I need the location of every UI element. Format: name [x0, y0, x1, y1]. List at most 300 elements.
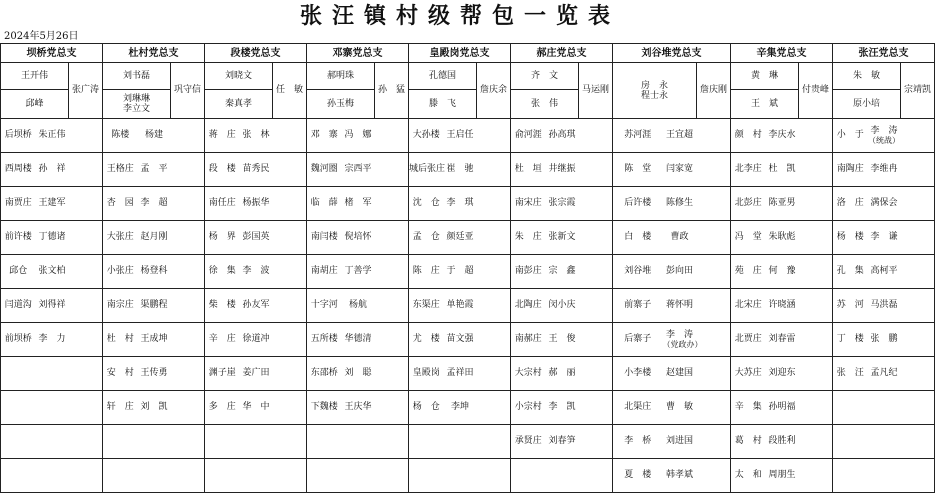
village-contact [663, 187, 697, 221]
branch-side-contact-text: 马运刚 [582, 85, 610, 95]
village-contact-text: 杜 凯 [768, 164, 796, 174]
spacer-cell [799, 187, 833, 221]
village-name [205, 153, 240, 187]
spacer-cell [901, 153, 935, 187]
village-contact [546, 255, 579, 289]
village-contact [36, 119, 69, 153]
village-contact [444, 187, 477, 221]
village-name [409, 357, 444, 391]
village-name-text: 北宋庄 [734, 300, 762, 310]
village-contact-text: 张文柏 [38, 266, 66, 276]
spacer-cell [697, 357, 731, 391]
village-contact-text: 崔 驰 [446, 164, 474, 174]
village-contact [138, 255, 171, 289]
village-contact-text: 刘进国 [666, 436, 694, 446]
village-name-text: 辛 庄 [208, 334, 236, 344]
spacer-cell [477, 425, 511, 459]
village-contact [240, 119, 273, 153]
village-contact [868, 255, 901, 289]
branch-side-contact [375, 63, 409, 119]
village-name [511, 459, 546, 493]
village-name [205, 425, 240, 459]
spacer-cell [375, 255, 409, 289]
village-contact [342, 459, 375, 493]
leader-line: 刘琳琳 [122, 94, 150, 104]
village-contact-text: 蒋怀明 [666, 300, 694, 310]
branch-leader-top [409, 63, 477, 90]
spacer-cell [697, 221, 731, 255]
branch-header [409, 44, 511, 63]
village-contact-text: 孟凡纪 [870, 368, 898, 378]
village-name-text: 苏河涯 [624, 130, 652, 140]
village-name [307, 459, 342, 493]
village-contact-text: 于 超 [446, 266, 474, 276]
village-contact [546, 323, 579, 357]
village-contact [546, 221, 579, 255]
leader-line: 秦真孝 [224, 99, 252, 109]
branch-side-contact [477, 63, 511, 119]
village-name-text: 刘谷堆 [624, 266, 652, 276]
village-name [103, 221, 138, 255]
spacer-cell [375, 357, 409, 391]
village-name [511, 425, 546, 459]
spacer-cell [477, 221, 511, 255]
spacer-cell [477, 289, 511, 323]
spacer-cell [69, 357, 103, 391]
village-name [307, 289, 342, 323]
village-contact [444, 289, 477, 323]
spacer-cell [799, 153, 833, 187]
village-name [103, 187, 138, 221]
spacer-cell [477, 391, 511, 425]
branch-leader-top [833, 63, 901, 90]
branch-side-contact [799, 63, 833, 119]
spacer-cell [477, 153, 511, 187]
spacer-cell [579, 357, 613, 391]
spacer-cell [171, 391, 205, 425]
village-contact-line: 李 涛 [666, 329, 694, 340]
branch-header [731, 44, 833, 63]
branch-leader-bottom [205, 90, 273, 119]
village-name-text: 孟 仓 [412, 232, 440, 242]
village-name [511, 221, 546, 255]
village-name-text: 安 村 [106, 368, 134, 378]
village-contact-text: 孟 平 [140, 164, 168, 174]
village-contact-text: 李 凯 [548, 402, 576, 412]
leader-line: 孙玉梅 [326, 99, 354, 109]
village-name [731, 221, 766, 255]
spacer-cell [273, 459, 307, 493]
leader-line: 李立文 [122, 104, 150, 114]
village-name-text: 前寨子 [624, 300, 652, 310]
village-contact [868, 153, 901, 187]
spacer-cell [273, 255, 307, 289]
village-contact [240, 357, 273, 391]
village-name [1, 391, 36, 425]
branch-leaders [613, 63, 697, 119]
spacer-cell [375, 221, 409, 255]
spacer-cell [901, 323, 935, 357]
village-contact-text: 井继振 [548, 164, 576, 174]
village-contact [36, 425, 69, 459]
spacer-cell [273, 425, 307, 459]
spacer-cell [697, 255, 731, 289]
village-contact-text: 彭国英 [242, 232, 270, 242]
spacer-cell [375, 119, 409, 153]
village-name [205, 187, 240, 221]
village-name-text: 东渠庄 [412, 300, 440, 310]
village-contact-text: 苗文强 [446, 334, 474, 344]
village-name-text: 北李庄 [734, 164, 762, 174]
village-contact [240, 391, 273, 425]
village-name [511, 119, 546, 153]
branch-header-text: 皇殿岗党总支 [429, 47, 490, 59]
village-name-text: 后许楼 [624, 198, 652, 208]
village-name [511, 391, 546, 425]
branch-side-contact [171, 63, 205, 119]
spacer-cell [697, 425, 731, 459]
branch-header-text: 杜村党总支 [128, 47, 179, 59]
village-name [103, 119, 138, 153]
village-name [1, 357, 36, 391]
village-contact-text: 李 波 [242, 266, 270, 276]
village-name [409, 323, 444, 357]
spacer-cell [901, 357, 935, 391]
village-contact-text: 单艳霞 [446, 300, 474, 310]
village-name-text: 大张庄 [106, 232, 134, 242]
village-name [731, 255, 766, 289]
village-contact-text: 刘春笋 [548, 436, 576, 446]
village-contact [444, 459, 477, 493]
village-contact [36, 255, 69, 289]
village-name-text: 杨 仓 [412, 402, 440, 412]
village-contact-text: 何 豫 [768, 266, 796, 276]
village-name-text: 洛 庄 [836, 198, 864, 208]
village-name [731, 187, 766, 221]
village-name [731, 459, 766, 493]
village-contact-text: 渠鹏程 [140, 300, 168, 310]
branch-header-text: 邓寨党总支 [332, 47, 383, 59]
village-name [409, 255, 444, 289]
village-contact [240, 289, 273, 323]
branch-side-contact-text: 巩守信 [173, 85, 201, 95]
village-name [103, 425, 138, 459]
village-name [409, 459, 444, 493]
spacer-cell [273, 187, 307, 221]
village-contact-text: 李 谦 [870, 232, 898, 242]
village-contact-text: 郝 丽 [548, 368, 576, 378]
village-name-text: 东邵桥 [310, 368, 338, 378]
branch-leader-top [1, 63, 69, 90]
village-name-text: 颜 村 [734, 130, 762, 140]
village-contact-text: 赵建国 [666, 368, 694, 378]
village-contact-text: 段胜利 [768, 436, 796, 446]
village-contact-text: 曹 敏 [666, 402, 694, 412]
branch-header-text: 刘谷堆党总支 [641, 47, 702, 59]
branch-side-contact [579, 63, 613, 119]
village-contact [868, 221, 901, 255]
spacer-cell [901, 221, 935, 255]
village-name [307, 153, 342, 187]
spacer-cell [477, 119, 511, 153]
spacer-cell [273, 323, 307, 357]
village-name-text: 段 楼 [208, 164, 236, 174]
village-name-text: 下魏楼 [310, 402, 338, 412]
village-name-text: 尤 楼 [412, 334, 440, 344]
village-contact [546, 289, 579, 323]
village-name [613, 153, 663, 187]
village-contact-text: 华 中 [242, 402, 270, 412]
village-name [409, 289, 444, 323]
branch-leader-top [511, 63, 579, 90]
village-contact [36, 357, 69, 391]
village-name [409, 187, 444, 221]
village-contact [342, 187, 375, 221]
village-name [511, 255, 546, 289]
village-name-text: 陈 庄 [412, 266, 440, 276]
village-contact-text: 张 鹏 [870, 334, 898, 344]
village-contact [546, 425, 579, 459]
village-contact-text: 李庆水 [768, 130, 796, 140]
branch-side-contact [273, 63, 307, 119]
village-name [731, 153, 766, 187]
village-name-text: 小 于 [836, 130, 864, 140]
village-name-text: 南宗庄 [106, 300, 134, 310]
village-name-text: 西周楼 [4, 164, 32, 174]
village-name [613, 323, 663, 357]
village-name-text: 南任庄 [208, 198, 236, 208]
village-contact-text: 高柯平 [870, 266, 898, 276]
village-name [731, 323, 766, 357]
village-contact [868, 459, 901, 493]
village-name-text: 小李楼 [624, 368, 652, 378]
village-name-text: 魏河圈 [310, 164, 338, 174]
spacer-cell [477, 255, 511, 289]
village-contact [868, 187, 901, 221]
spacer-cell [375, 459, 409, 493]
branch-side-contact [69, 63, 103, 119]
spacer-cell [171, 153, 205, 187]
village-name-text: 后坝桥 [4, 130, 32, 140]
village-contact [868, 391, 901, 425]
village-name-text: 辛 集 [734, 402, 762, 412]
branch-header-text: 郝庄党总支 [536, 47, 587, 59]
branch-header-text: 段楼党总支 [230, 47, 281, 59]
branch-leader-bottom [1, 90, 69, 119]
village-name [409, 153, 444, 187]
spacer-cell [375, 425, 409, 459]
village-contact [663, 357, 697, 391]
spacer-cell [171, 425, 205, 459]
village-contact [138, 391, 171, 425]
leader-line: 孔德国 [428, 71, 456, 81]
village-name [1, 221, 36, 255]
branch-header [1, 44, 103, 63]
spacer-cell [171, 119, 205, 153]
branch-leader-bottom [731, 90, 799, 119]
village-name-text: 蒋 庄 [208, 130, 236, 140]
village-name [731, 289, 766, 323]
village-contact [663, 221, 697, 255]
village-name [307, 119, 342, 153]
village-name [833, 459, 868, 493]
branch-header [307, 44, 409, 63]
village-contact-text: 姜广田 [242, 368, 270, 378]
branch-side-contact-text: 付贵峰 [802, 85, 830, 95]
spacer-cell [799, 459, 833, 493]
spacer-cell [901, 391, 935, 425]
branch-side-contact [697, 63, 731, 119]
spacer-cell [69, 119, 103, 153]
village-contact [663, 119, 697, 153]
village-name [205, 323, 240, 357]
village-name [731, 357, 766, 391]
village-contact [766, 459, 799, 493]
village-name-text: 闫道沟 [4, 300, 32, 310]
village-name [307, 187, 342, 221]
village-contact [444, 425, 477, 459]
village-contact [342, 323, 375, 357]
spacer-cell [799, 119, 833, 153]
village-contact [868, 425, 901, 459]
village-contact [138, 459, 171, 493]
village-contact [240, 221, 273, 255]
spacer-cell [171, 323, 205, 357]
village-name-text: 南宋庄 [514, 198, 542, 208]
village-name [731, 391, 766, 425]
spacer-cell [477, 357, 511, 391]
village-contact [663, 153, 697, 187]
spacer-cell [69, 391, 103, 425]
village-contact-line: 李 涛 [870, 125, 898, 136]
leader-line: 刘书磊 [122, 71, 150, 81]
spacer-cell [697, 289, 731, 323]
village-name [613, 255, 663, 289]
village-contact [444, 119, 477, 153]
village-name-text: 陈 堂 [624, 164, 652, 174]
village-name [833, 255, 868, 289]
leader-line: 刘晓文 [224, 71, 252, 81]
spacer-cell [171, 221, 205, 255]
village-contact [36, 459, 69, 493]
village-name-text: 沈 仓 [412, 198, 440, 208]
village-name [833, 357, 868, 391]
leader-line: 郝明珠 [326, 71, 354, 81]
village-contact-text: 周朋生 [768, 470, 796, 480]
village-contact-text: 李 琪 [446, 198, 474, 208]
village-contact-text: 孟祥田 [446, 368, 474, 378]
spacer-cell [273, 357, 307, 391]
village-contact [36, 289, 69, 323]
village-contact [546, 153, 579, 187]
spacer-cell [273, 391, 307, 425]
village-contact-text: 刘迎东 [768, 368, 796, 378]
village-name [409, 221, 444, 255]
village-name [613, 459, 663, 493]
spacer-cell [69, 153, 103, 187]
village-name [511, 357, 546, 391]
village-name-text: 大苏庄 [734, 368, 762, 378]
village-contact-text: 王成坤 [140, 334, 168, 344]
branch-side-contact-text: 詹庆余 [480, 85, 508, 95]
village-contact-text: 张宗霞 [548, 198, 576, 208]
spacer-cell [579, 425, 613, 459]
village-contact-text: 冯 娜 [344, 130, 372, 140]
village-name [1, 255, 36, 289]
village-contact-text: 彭向田 [666, 266, 694, 276]
village-contact-text: 闵小庆 [548, 300, 576, 310]
branch-header [205, 44, 307, 63]
spacer-cell [697, 153, 731, 187]
spacer-cell [697, 119, 731, 153]
village-name [511, 187, 546, 221]
village-contact-text: 孙高琪 [548, 130, 576, 140]
branch-leader-top [731, 63, 799, 90]
village-contact [766, 425, 799, 459]
village-contact [342, 255, 375, 289]
village-contact [868, 289, 901, 323]
spacer-cell [799, 289, 833, 323]
village-name [511, 323, 546, 357]
village-contact-text: 许晓涵 [768, 300, 796, 310]
spacer-cell [579, 391, 613, 425]
village-contact [138, 323, 171, 357]
branch-side-contact-text: 宗靖凯 [904, 85, 932, 95]
spacer-cell [799, 357, 833, 391]
village-contact-text: 刘 聪 [344, 368, 372, 378]
assignment-table [0, 43, 935, 493]
village-name [833, 221, 868, 255]
village-name [103, 357, 138, 391]
village-contact [663, 391, 697, 425]
leader-line: 齐 文 [531, 71, 559, 81]
village-contact-text: 王宜超 [666, 130, 694, 140]
village-name-text: 太 和 [734, 470, 762, 480]
village-name-text: 北贾庄 [734, 334, 762, 344]
village-contact-line: （党政办） [662, 339, 703, 349]
spacer-cell [69, 187, 103, 221]
village-contact-text: 杨航 [348, 300, 367, 310]
spacer-cell [375, 323, 409, 357]
village-contact-text: 曹政 [670, 232, 689, 242]
village-contact-text: 马洪磊 [870, 300, 898, 310]
spacer-cell [171, 459, 205, 493]
spacer-cell [273, 221, 307, 255]
village-contact [138, 187, 171, 221]
village-name [833, 289, 868, 323]
village-name-text: 丁 楼 [836, 334, 864, 344]
village-name [731, 119, 766, 153]
spacer-cell [579, 119, 613, 153]
village-name-text: 苏 河 [836, 300, 864, 310]
village-contact-text: 王建军 [38, 198, 66, 208]
village-contact [766, 221, 799, 255]
spacer-cell [273, 153, 307, 187]
village-contact [663, 459, 697, 493]
village-name-text: 冯 堂 [734, 232, 762, 242]
village-contact [663, 255, 697, 289]
village-name [613, 391, 663, 425]
village-name [205, 459, 240, 493]
village-name-text: 北渠庄 [624, 402, 652, 412]
village-name-text: 南贾庄 [4, 198, 32, 208]
spacer-cell [69, 459, 103, 493]
village-contact-text: 刘得祥 [38, 300, 66, 310]
village-contact-text: 倪培怀 [344, 232, 372, 242]
village-name-text: 葛 村 [734, 436, 762, 446]
village-name-text: 南陶庄 [836, 164, 864, 174]
village-contact-text: 刘 凯 [140, 402, 168, 412]
